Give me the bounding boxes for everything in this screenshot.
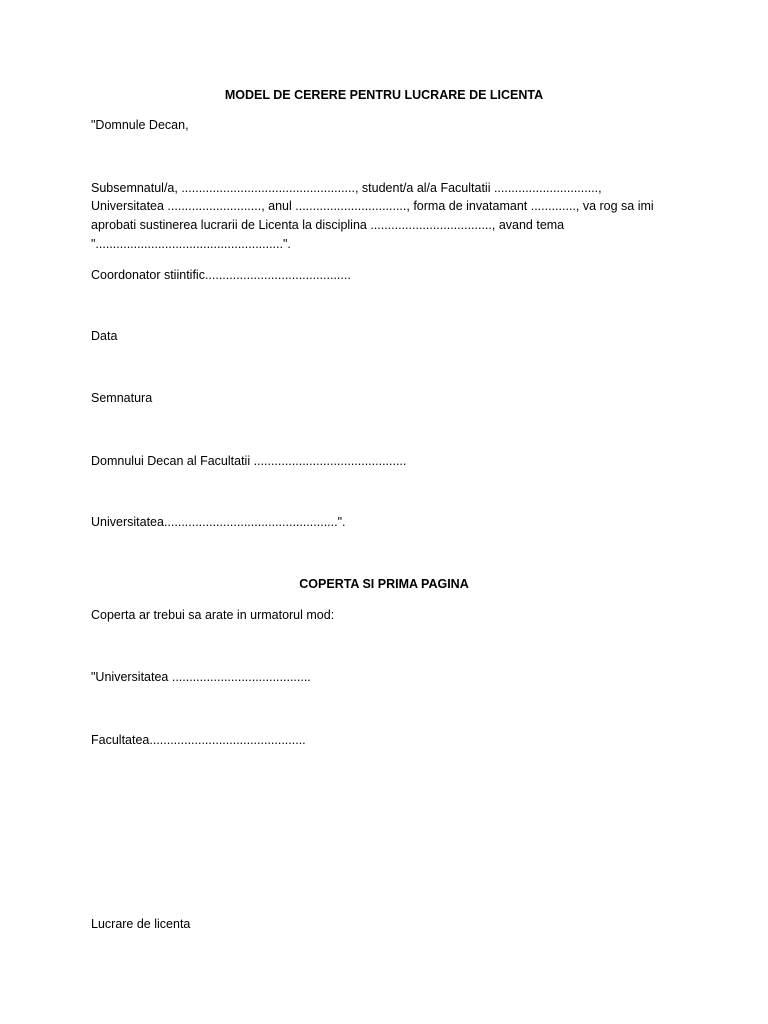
salutation: "Domnule Decan, bbox=[91, 118, 189, 132]
paragraph-line-4: "......................................................". bbox=[91, 237, 291, 251]
document-title: MODEL DE CERERE PENTRU LUCRARE DE LICENTA bbox=[224, 88, 544, 102]
paragraph-line-2: Universitatea ..........................., anul ................................, forma de invatamant ............., va rog sa imi bbox=[91, 199, 654, 213]
cover-thesis-label: Lucrare de licenta bbox=[91, 917, 191, 931]
university-closing-line: Universitatea..................................................". bbox=[91, 515, 346, 529]
dean-address-line: Domnului Decan al Facultatii ............................................ bbox=[91, 454, 407, 468]
date-label: Data bbox=[91, 329, 118, 343]
paragraph-line-3: aprobati sustinerea lucrarii de Licenta la disciplina ..................................., avand tema bbox=[91, 218, 565, 232]
coordinator-line: Coordonator stiintific.......................................... bbox=[91, 268, 351, 282]
signature-label: Semnatura bbox=[91, 391, 153, 405]
paragraph-line-1: Subsemnatul/a, .................................................., student/a al/a Facultatii .............................., bbox=[91, 181, 602, 195]
cover-faculty-line: Facultatea............................................. bbox=[91, 733, 306, 747]
cover-university-line: "Universitatea ........................................ bbox=[91, 670, 311, 684]
cover-intro: Coperta ar trebui sa arate in urmatorul mod: bbox=[91, 608, 335, 622]
section-title-cover: COPERTA SI PRIMA PAGINA bbox=[299, 577, 469, 591]
